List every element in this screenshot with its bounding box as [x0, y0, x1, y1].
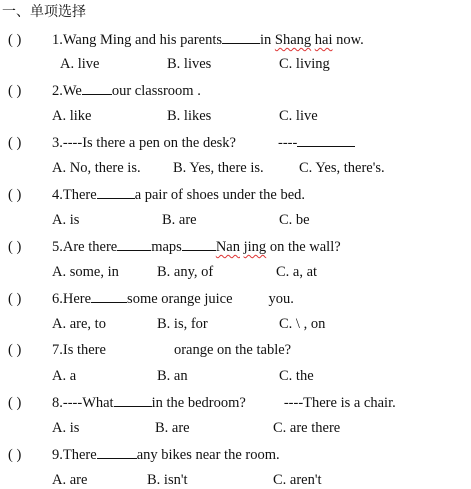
question-text: on the wall?: [266, 239, 341, 255]
option-a[interactable]: A. a: [52, 368, 77, 384]
option-c[interactable]: C. Yes, there's.: [299, 160, 385, 176]
option-b[interactable]: B. lives: [167, 56, 212, 72]
question-text: a pair of shoes under the bed.: [134, 187, 306, 203]
option-a[interactable]: A. live: [60, 56, 100, 72]
answer-blank[interactable]: [82, 81, 112, 95]
question-text: ----Is there a pen on the desk?: [62, 135, 236, 151]
question-text: ----There is a chair.: [283, 395, 396, 411]
question-text: any bikes near the room.: [136, 447, 280, 463]
question-number: 2.: [52, 83, 63, 99]
answer-blank[interactable]: [97, 445, 137, 459]
question-number: 9.: [52, 447, 63, 463]
question-number: 5.: [52, 239, 63, 255]
answer-paren-8[interactable]: ( ): [8, 395, 22, 411]
option-c[interactable]: C. be: [279, 212, 310, 228]
answer-blank[interactable]: [114, 393, 152, 407]
answer-paren-9[interactable]: ( ): [8, 447, 22, 463]
question-text: now.: [332, 32, 364, 48]
question-text: Is there: [62, 342, 106, 358]
question-number: 7.: [52, 342, 63, 358]
question-number: 3.: [52, 135, 63, 151]
answer-paren-5[interactable]: ( ): [8, 239, 22, 255]
question-number: 8.: [52, 395, 63, 411]
answer-paren-6[interactable]: ( ): [8, 291, 22, 307]
answer-blank[interactable]: [222, 30, 260, 44]
question-text: We: [62, 83, 82, 99]
option-a[interactable]: A. is: [52, 420, 80, 436]
question-number: 6.: [52, 291, 63, 307]
question-text: Shang: [274, 32, 312, 48]
option-a[interactable]: A. No, there is.: [52, 160, 141, 176]
question-text: There: [62, 187, 97, 203]
answer-blank[interactable]: [182, 237, 216, 251]
answer-blank[interactable]: [117, 237, 151, 251]
answer-blank[interactable]: [297, 133, 355, 147]
question-9: [8, 445, 280, 464]
question-text: ----What: [62, 395, 114, 411]
answer-paren-3[interactable]: ( ): [8, 135, 22, 151]
answer-paren-7[interactable]: ( ): [8, 342, 22, 358]
option-a[interactable]: A. are: [52, 472, 88, 488]
question-text: Nan: [215, 239, 240, 255]
answer-blank[interactable]: [97, 185, 135, 199]
question-2: [8, 81, 201, 100]
option-c[interactable]: C. are there: [273, 420, 341, 436]
option-b[interactable]: B. an: [157, 368, 188, 384]
option-b[interactable]: B. are: [162, 212, 197, 228]
option-c[interactable]: C. \ , on: [279, 316, 326, 332]
option-c[interactable]: C. living: [279, 56, 330, 72]
question-5: [8, 237, 341, 256]
option-a[interactable]: A. some, in: [52, 264, 119, 280]
question-text: some orange juice: [127, 291, 233, 307]
question-1: [8, 30, 364, 49]
answer-paren-1[interactable]: ( ): [8, 32, 22, 48]
option-b[interactable]: B. Yes, there is.: [173, 160, 264, 176]
option-b[interactable]: B. are: [155, 420, 190, 436]
question-text: orange on the table?: [173, 342, 292, 358]
option-b[interactable]: B. is, for: [157, 316, 208, 332]
question-4: [8, 185, 305, 204]
question-text: Here: [62, 291, 92, 307]
option-c[interactable]: C. aren't: [273, 472, 322, 488]
question-7: [8, 341, 291, 359]
option-b[interactable]: B. likes: [167, 108, 212, 124]
section-title: 一、单项选择: [2, 4, 86, 20]
question-text: maps: [151, 239, 182, 255]
question-text: ----: [278, 135, 298, 151]
option-a[interactable]: A. are, to: [52, 316, 106, 332]
question-6: [8, 289, 294, 308]
question-text: Wang Ming and his parents: [62, 32, 222, 48]
option-b[interactable]: B. any, of: [157, 264, 214, 280]
question-number: 1.: [52, 32, 63, 48]
option-c[interactable]: C. the: [279, 368, 314, 384]
answer-paren-2[interactable]: ( ): [8, 83, 22, 99]
question-text: in: [260, 32, 275, 48]
question-text: hai: [314, 32, 333, 48]
option-a[interactable]: A. like: [52, 108, 92, 124]
question-text: jing: [243, 239, 267, 255]
question-number: 4.: [52, 187, 63, 203]
answer-blank[interactable]: [91, 289, 127, 303]
question-text: There: [62, 447, 97, 463]
question-text: in the bedroom?: [151, 395, 246, 411]
option-c[interactable]: C. live: [279, 108, 318, 124]
question-3: [8, 133, 355, 152]
option-b[interactable]: B. isn't: [147, 472, 188, 488]
question-text: our classroom .: [111, 83, 201, 99]
option-a[interactable]: A. is: [52, 212, 80, 228]
question-8: [8, 393, 396, 412]
option-c[interactable]: C. a, at: [276, 264, 318, 280]
answer-paren-4[interactable]: ( ): [8, 187, 22, 203]
question-text: Are there: [62, 239, 118, 255]
question-text: you.: [268, 291, 294, 307]
